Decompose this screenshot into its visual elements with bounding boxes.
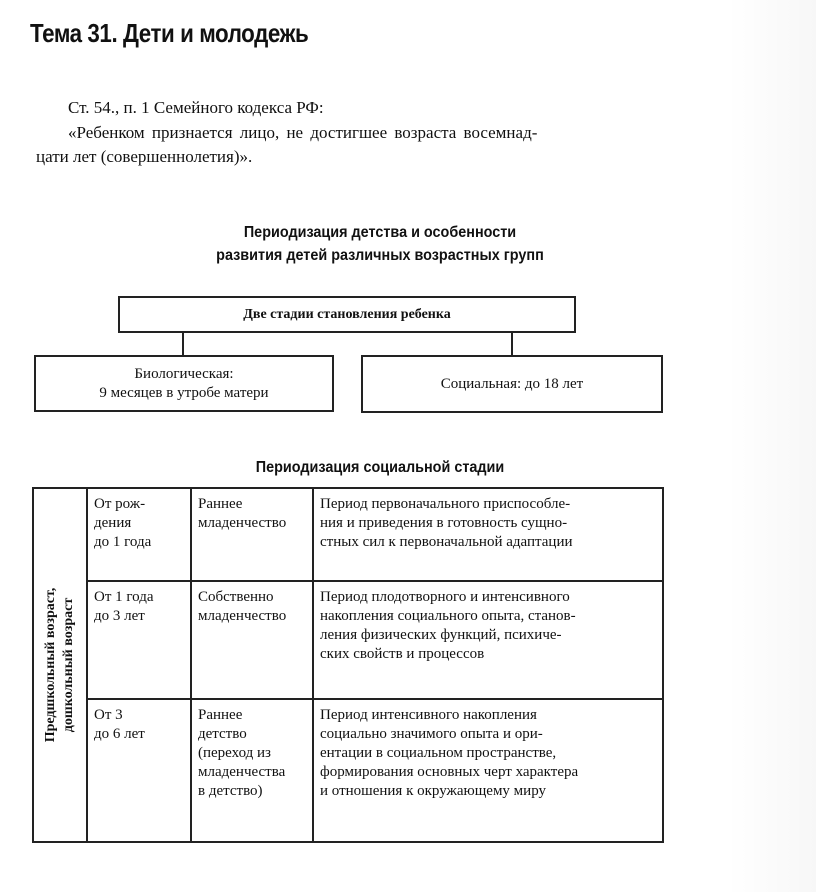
period-description-cell: Период первоначального приспособле- ния и приведения в готовность сущно- стных сил к первоначальной адаптации xyxy=(313,488,663,581)
age-group-label-line-2: дошкольный возраст xyxy=(61,597,76,733)
social-stage-title: Периодизация социальной стадии xyxy=(255,459,505,476)
table-row xyxy=(33,581,663,699)
age-range-cell: От 1 года до 3 лет xyxy=(87,581,191,699)
age-range-cell: От рож- дения до 1 года xyxy=(87,488,191,581)
connector-right xyxy=(511,333,513,355)
age-group-cell xyxy=(33,488,87,842)
table-row xyxy=(33,488,663,581)
period-description-cell: Период плодотворного и интенсивного накопления социального опыта, станов- ления физических функций, психиче- ских свойств и процессов xyxy=(313,581,663,699)
period-name-cell: Раннее младенчество xyxy=(191,488,313,581)
biological-stage-duration: 9 месяцев в утробе матери xyxy=(99,384,269,401)
period-name-cell: Собственно младенчество xyxy=(191,581,313,699)
two-stages-box xyxy=(118,296,576,333)
diagram-title-line-1: Периодизация детства и особенности xyxy=(243,224,517,241)
diagram-title-line-2: развития детей различных возрастных групп xyxy=(216,247,544,264)
table-row xyxy=(33,699,663,842)
age-group-label-line-1: Предшкольный возраст, xyxy=(43,587,58,743)
page-scan-shading xyxy=(726,0,816,892)
page-title: Тема 31. Дети и молодежь xyxy=(30,18,309,48)
biological-stage-box xyxy=(34,355,334,412)
social-stage-box xyxy=(361,355,663,413)
social-stage-label: Социальная: до 18 лет xyxy=(440,375,584,392)
social-stage-table xyxy=(32,487,664,843)
connector-left xyxy=(182,333,184,355)
age-group-label xyxy=(42,588,78,743)
two-stages-label: Две стадии становления ребенка xyxy=(243,306,451,322)
biological-stage-label: Биологическая: xyxy=(134,365,234,382)
law-reference: Ст. 54., п. 1 Семейного кодекса РФ: xyxy=(68,98,324,117)
law-quote-line-2: цати лет (совершеннолетия)». xyxy=(36,147,253,166)
age-range-cell: От 3 до 6 лет xyxy=(87,699,191,842)
period-name-cell: Раннее детство (переход из младенчества в детство) xyxy=(191,699,313,842)
law-quote-line-1: «Ребенком признается лицо, не достигшее возраста восемнад- xyxy=(68,123,538,142)
period-description-cell: Период интенсивного накопления социально значимого опыта и ори- ентации в социальном пространстве, формирования основных черт характера и отношения к окружающему миру xyxy=(313,699,663,842)
